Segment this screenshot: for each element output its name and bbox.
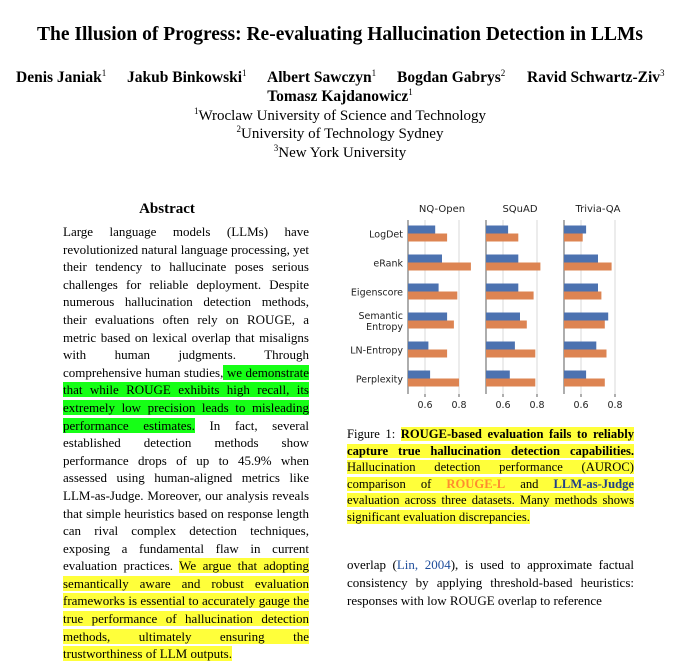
bar: [564, 371, 586, 379]
y-tick-label: LN-Entropy: [350, 345, 403, 357]
bar: [486, 292, 534, 300]
bar: [564, 342, 596, 350]
x-tick-label: 0.6: [573, 400, 589, 411]
x-tick-label: 0.8: [451, 400, 467, 411]
bar: [408, 292, 457, 300]
bar: [486, 234, 518, 242]
x-tick-label: 0.6: [495, 400, 511, 411]
panel-title: Trivia-QA: [575, 204, 621, 215]
affiliation: $^2$University of Technology Sydney: [236, 124, 444, 142]
bar: [564, 313, 608, 321]
paper-title: The Illusion of Progress: Re-evaluating Hallucination Detection in LLMs: [37, 24, 643, 45]
author: Ravid Schwartz-Ziv$^3$: [527, 68, 665, 86]
bar: [486, 321, 527, 329]
bar: [408, 263, 471, 271]
bar: [408, 226, 435, 234]
bar: [564, 350, 607, 358]
x-tick-label: 0.8: [607, 400, 623, 411]
bar: [486, 255, 518, 263]
panel-title: SQuAD: [502, 204, 538, 215]
highlight-yellow: We argue that adopting semantically aware and robust evaluation frameworks is essential to accurately gauge the true performance of hallucination detection methods, ultimately ensuring the trustworthiness of LLM outputs.: [63, 558, 310, 662]
bar: [408, 313, 447, 321]
bar: [408, 321, 454, 329]
y-tick-label: Entropy: [366, 322, 403, 333]
y-tick-label: Perplexity: [355, 374, 403, 386]
bar: [408, 371, 430, 379]
bar: [408, 342, 428, 350]
x-tick-label: 0.8: [529, 400, 545, 411]
bar: [564, 234, 583, 242]
bar: [486, 263, 540, 271]
abstract-heading: Abstract: [139, 201, 195, 217]
figure-caption: Figure 1: ROUGE-based evaluation fails to reliably capture true hallucination detection capabilities. Hallucination detection performance (AUROC) comparison of ROUGE-L and LLM-as-Judge evaluation across three datasets. Many methods shows significant evaluation discrepancies.: [347, 427, 634, 524]
bar: [564, 255, 598, 263]
figure-chart: [345, 196, 635, 418]
y-tick-label: eRank: [373, 258, 403, 270]
y-tick-label: Semantic: [358, 311, 403, 322]
y-tick-label: LogDet: [369, 229, 403, 241]
author: Albert Sawczyn$^1$: [267, 68, 377, 86]
bar: [486, 342, 515, 350]
bar: [408, 350, 447, 358]
affiliation: $^1$Wroclaw University of Science and Technology: [193, 106, 487, 124]
panel-background: [564, 220, 632, 394]
bar: [564, 379, 605, 387]
panel-background: [486, 220, 554, 394]
bar: [486, 284, 518, 292]
bar: [486, 379, 535, 387]
bar: [564, 321, 605, 329]
citation-link[interactable]: Lin, 2004: [396, 557, 451, 572]
bar: [486, 350, 535, 358]
bar: [486, 226, 508, 234]
panel-title: NQ-Open: [418, 204, 466, 215]
abstract-text: Large language models (LLMs) have revolutionized natural language processing, yet their tendency to hallucinate poses serious challenges for reliable deployment. Despite numerous hallucination detection methods, their evaluations often rely on ROUGE, a metric based on lexical overlap that misaligns with human judgments. Through comprehensive human studies, we demonstrate that while ROUGE exhibits high recall, its extremely low precision leads to misleading performance estimates. In fact, several established detection methods show performance drops of up to 45.9% when assessed using human-aligned metrics like LLM-as-Judge. Moreover, our analysis reveals that simple heuristics based on response length can rival complex detection techniques, exposing a fundamental flaw in current evaluation practices. We argue that adopting semantically aware and robust evaluation frameworks is essential to accurately gauge the true performance of hallucination detection methods, ultimately ensuring the trustworthiness of LLM outputs.: [63, 224, 310, 662]
affiliation: $^3$New York University: [273, 143, 407, 161]
bar: [486, 371, 510, 379]
y-tick-label: Eigenscore: [350, 287, 403, 299]
bar: [408, 284, 439, 292]
bar: [486, 313, 520, 321]
bar: [564, 292, 601, 300]
bar: [564, 284, 598, 292]
author: Jakub Binkowski$^1$: [127, 68, 247, 86]
bar: [564, 226, 586, 234]
panel-background: [408, 220, 476, 394]
bar: [408, 234, 447, 242]
bar: [564, 263, 612, 271]
rouge-label: ROUGE-L: [446, 476, 506, 491]
author: Bogdan Gabrys$^2$: [397, 68, 506, 86]
bar: [408, 379, 459, 387]
highlight-green: we demonstrate that while ROUGE exhibits high recall, its extremely low precision leads to misleading performance estimates.: [63, 364, 309, 433]
author: Denis Janiak$^1$: [16, 68, 107, 86]
x-tick-label: 0.6: [417, 400, 433, 411]
author: Tomasz Kajdanowicz$^1$: [267, 87, 413, 105]
body-paragraph: overlap (Lin, 2004), is used to approximate factual consistency by applying threshold-based heuristics: responses with low ROUGE overlap to reference: [347, 557, 634, 608]
bar: [408, 255, 442, 263]
judge-label: LLM-as-Judge: [553, 476, 634, 491]
